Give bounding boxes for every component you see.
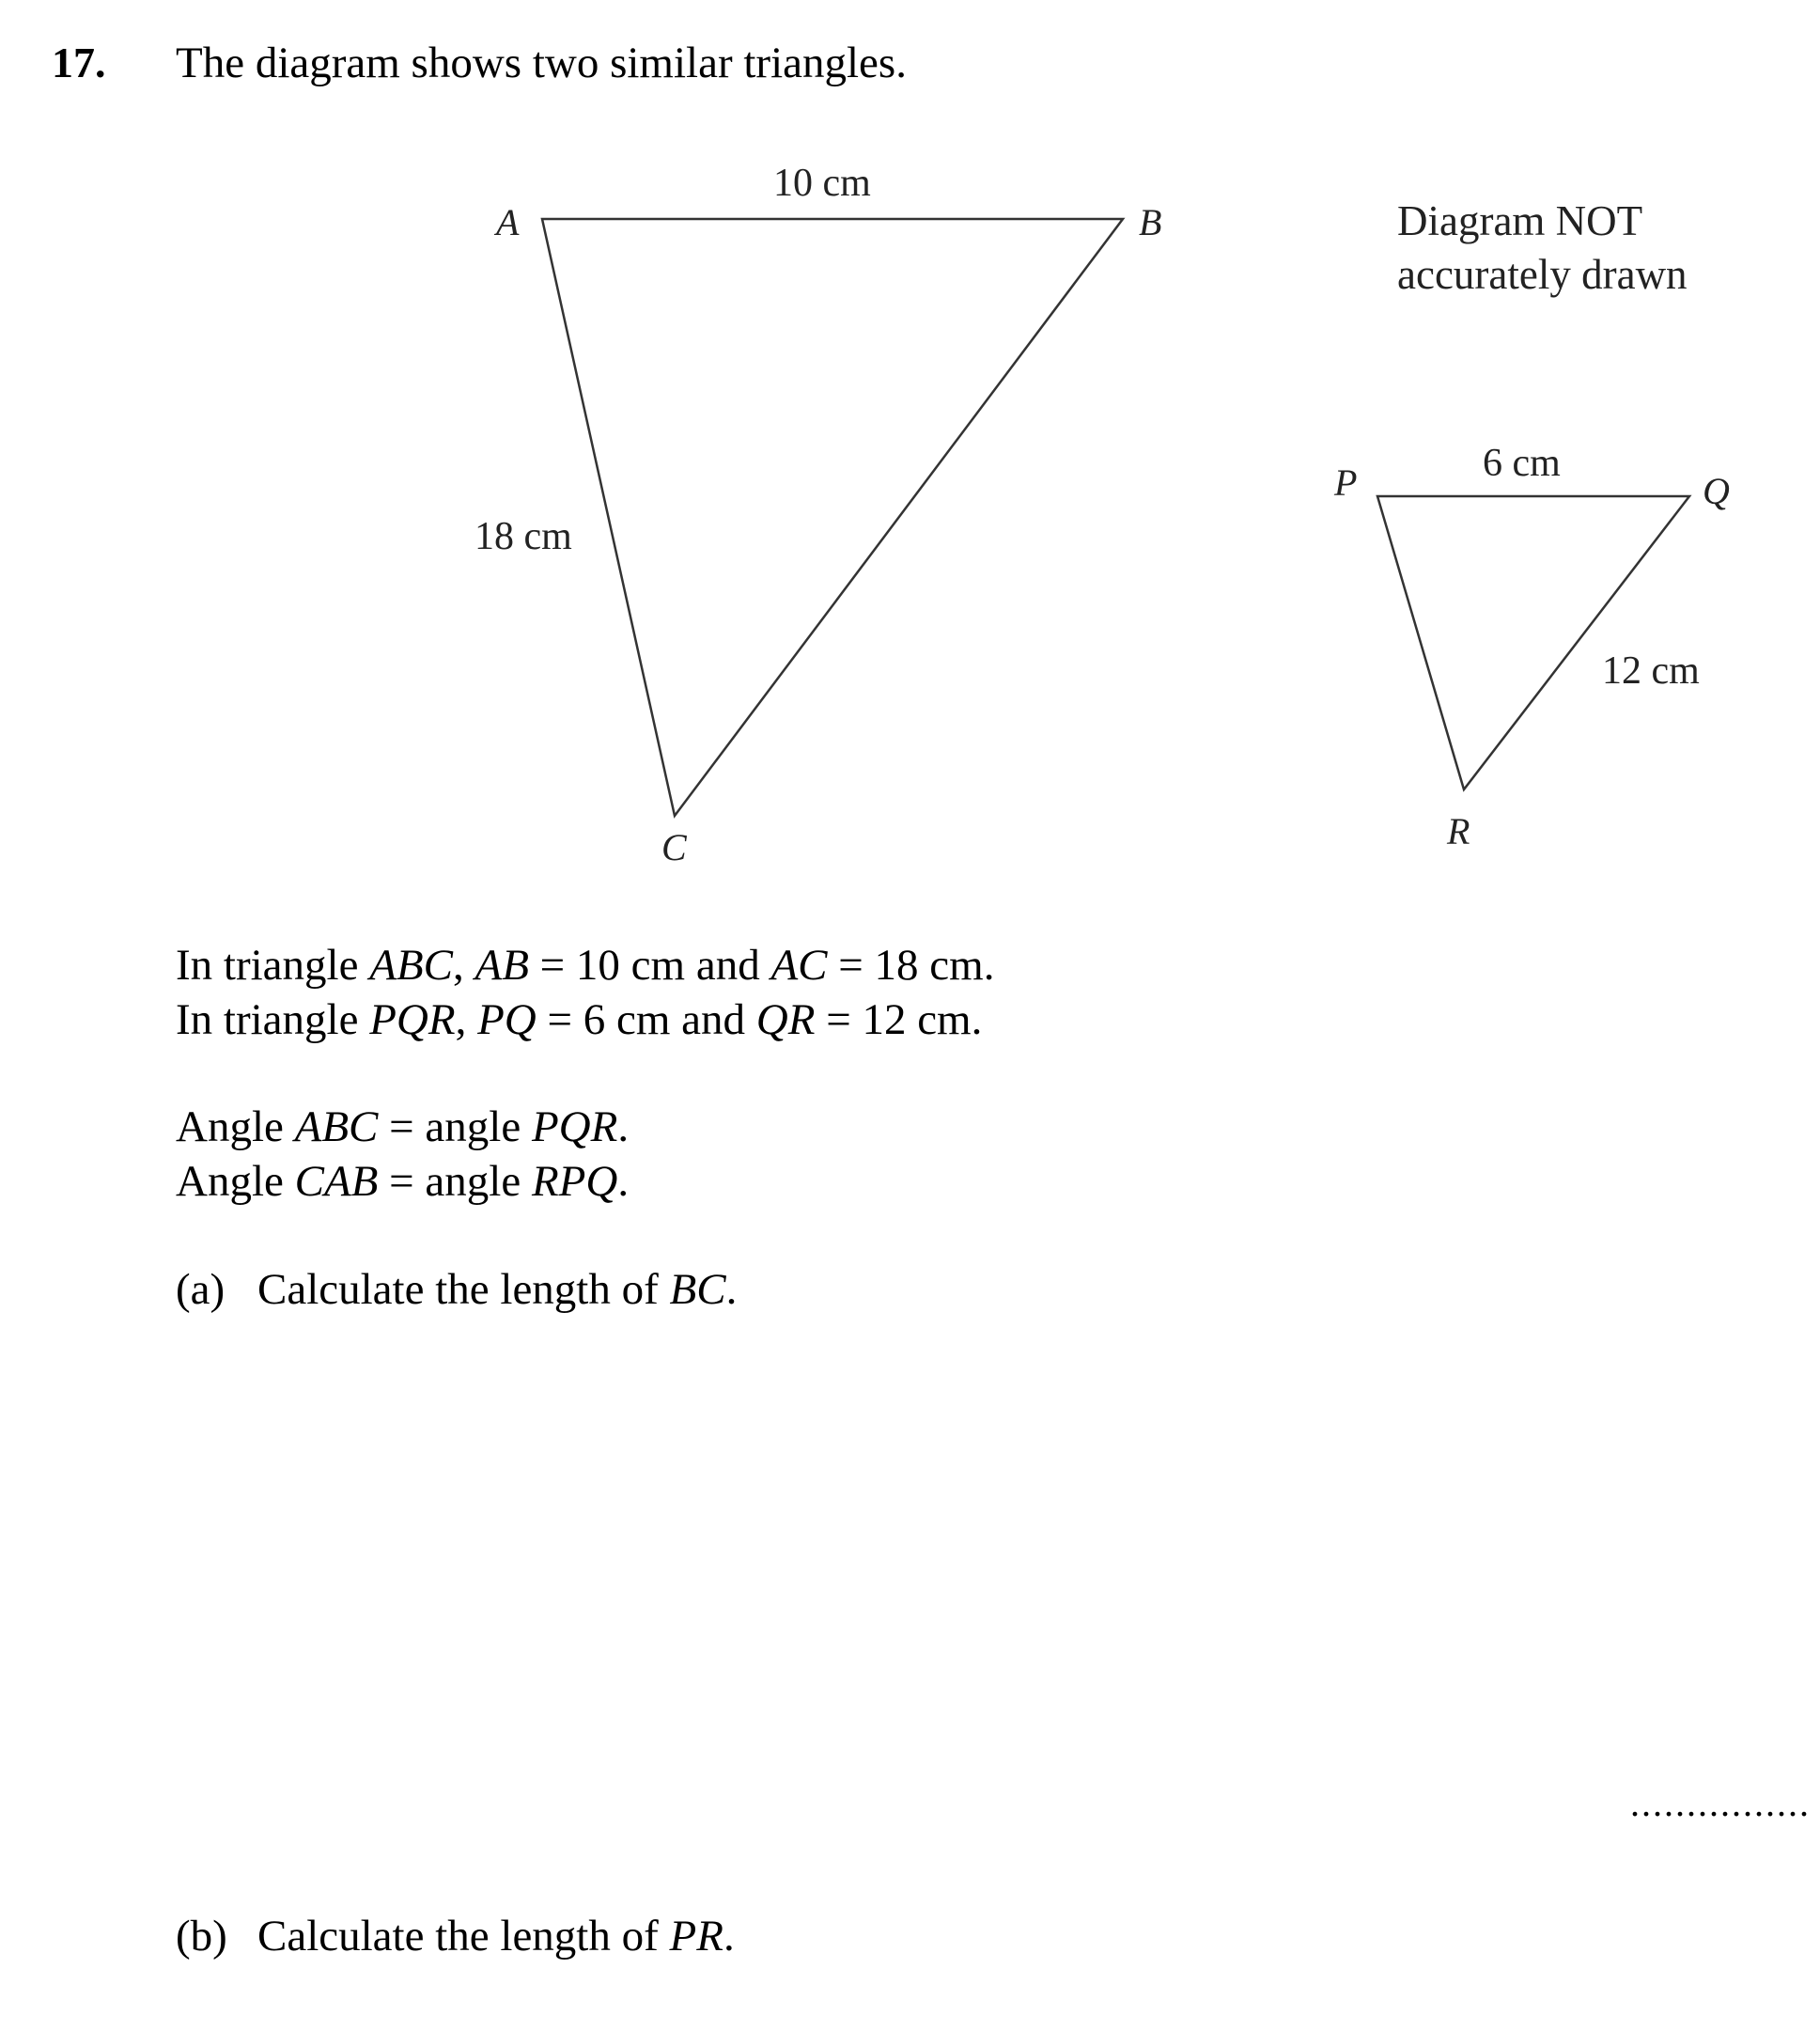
part-b-question: [176, 1911, 735, 1961]
part-a-text: Calculate the length of: [257, 1265, 670, 1314]
answer-line[interactable]: ................: [1630, 1782, 1811, 1824]
triangle-pqr: [1333, 442, 1730, 852]
side-pq-length: 6 cm: [1483, 442, 1561, 485]
statement-pqr-sides: [176, 992, 982, 1047]
statement-text: ,: [452, 941, 475, 990]
triangle-abc-outline: [542, 219, 1123, 816]
vertex-c-label: C: [661, 826, 687, 868]
statement-text: = angle: [378, 1102, 532, 1151]
statement-text: = 6 cm and: [536, 995, 756, 1044]
segment-name: QR: [755, 995, 816, 1044]
statement-text: .: [617, 1157, 630, 1206]
vertex-p-label: P: [1334, 461, 1358, 504]
statement-text: In triangle: [176, 941, 370, 990]
statement-angle-abc: [176, 1100, 629, 1154]
angle-name: CAB: [294, 1157, 379, 1206]
statement-angle-cab: [176, 1154, 629, 1209]
segment-name: AB: [474, 941, 529, 990]
part-a-end: .: [725, 1265, 738, 1314]
vertex-a-label: A: [496, 201, 520, 243]
part-a-question: [176, 1264, 737, 1315]
part-a-label: (a): [176, 1265, 226, 1314]
triangle-pqr-outline: [1377, 496, 1689, 789]
part-b-end: .: [723, 1912, 735, 1961]
vertex-r-label: R: [1447, 810, 1470, 852]
statement-abc-sides: [176, 938, 994, 992]
side-ab-length: 10 cm: [773, 162, 871, 205]
vertex-b-label: B: [1139, 201, 1162, 243]
statement-text: In triangle: [176, 995, 370, 1044]
statement-text: .: [617, 1102, 630, 1151]
vertex-q-label: Q: [1703, 470, 1730, 512]
angle-name: RPQ: [531, 1157, 618, 1206]
statement-text: Angle: [176, 1157, 295, 1206]
part-b-text: Calculate the length of: [257, 1912, 670, 1961]
statement-text: = angle: [378, 1157, 532, 1206]
part-b-variable: PR: [669, 1912, 723, 1961]
triangle-name: ABC: [369, 941, 453, 990]
segment-name: AC: [770, 941, 828, 990]
segment-name: PQ: [477, 995, 537, 1044]
angle-name: PQR: [531, 1102, 618, 1151]
statement-text: = 12 cm.: [815, 995, 983, 1044]
triangle-name: PQR: [369, 995, 456, 1044]
triangle-abc: [474, 162, 1161, 868]
angle-name: ABC: [294, 1102, 379, 1151]
statement-text: = 10 cm and: [528, 941, 771, 990]
statement-text: = 18 cm.: [827, 941, 995, 990]
statement-text: Angle: [176, 1102, 295, 1151]
part-a-variable: BC: [669, 1265, 726, 1314]
question-number: 17.: [52, 39, 106, 86]
side-qr-length: 12 cm: [1602, 649, 1700, 693]
diagram-note-line2: accurately drawn: [1397, 251, 1688, 298]
side-ac-length: 18 cm: [474, 515, 572, 558]
part-b-label: (b): [176, 1912, 227, 1961]
similar-triangles-diagram: [0, 0, 1820, 940]
question-title: The diagram shows two similar triangles.: [176, 39, 907, 87]
diagram-note-line1: Diagram NOT: [1397, 197, 1643, 244]
statement-text: ,: [455, 995, 478, 1044]
